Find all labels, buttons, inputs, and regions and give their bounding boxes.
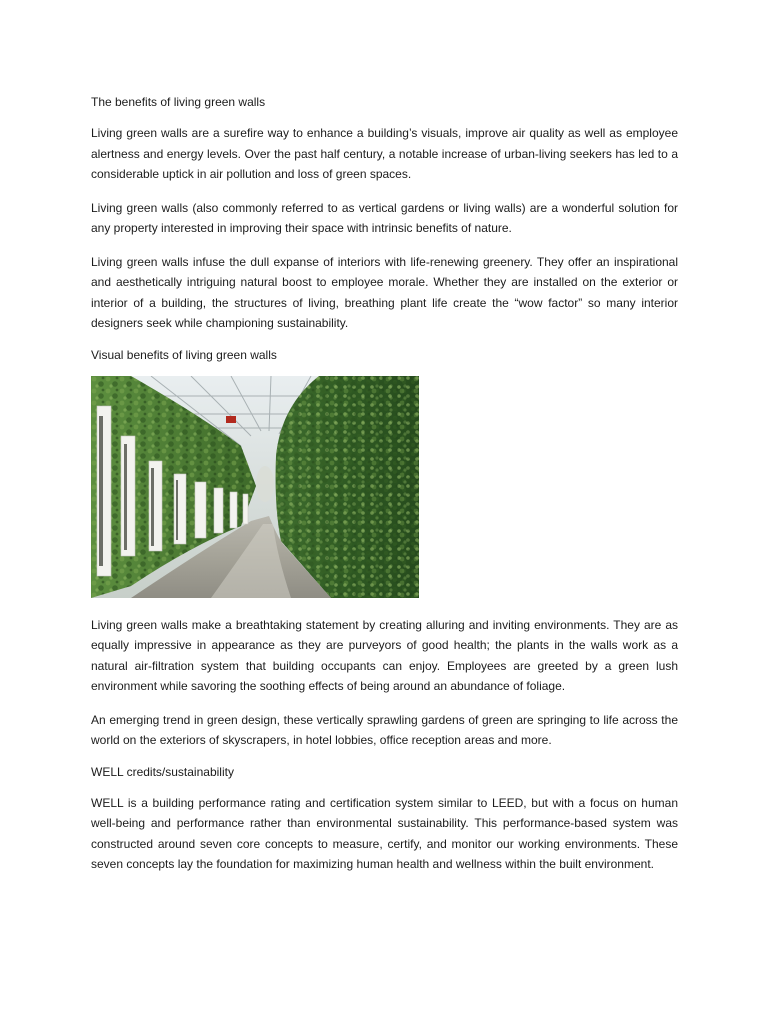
green-wall-corridor-photo (91, 376, 419, 598)
visual-paragraph-2: An emerging trend in green design, these vertically sprawling gardens of green are springing to life across the world on the exteriors of skyscrapers, in hotel lobbies, office reception areas and more. (91, 712, 678, 747)
visual-paragraph-1: Living green walls make a breathtaking statement by creating alluring and inviting environments. They are as equally impressive in appearance as they are purveyors of good health; the plants in the walls work as a natural air-filtration system that building occupants can enjoy. Employees are greeted by a green lush environment while savoring the soothing effects of being around an abundance of foliage. (91, 617, 678, 693)
intro-paragraph-3: Living green walls infuse the dull expanse of interiors with life-renewing greenery. They offer an inspirational and aesthetically intriguing natural boost to employee morale. Whether they are installed on the exterior or interior of a building, the structures of living, breathing plant life create the “wow factor” so many interior designers seek while championing sustainability. (91, 254, 678, 330)
document-title: The benefits of living green walls (91, 95, 266, 109)
well-paragraph-1: WELL is a building performance rating and certification system similar to LEED, but with a focus on human well-being and performance rather than environmental sustainability. This performance-based system was constructed around seven core concepts to measure, certify, and monitor our working environments. These seven concepts lay the foundation for maximizing human health and wellness within the built environment. (91, 795, 678, 871)
intro-paragraph-1: Living green walls are a surefire way to enhance a building’s visuals, improve air quality as well as employee alertness and energy levels. Over the past half century, a notable increase of urban-living seekers has led to a considerable uptick in air pollution and loss of green spaces. (91, 126, 678, 181)
document-page (91, 94, 678, 888)
well-heading: WELL credits/sustainability (91, 764, 234, 779)
intro-paragraph-2: Living green walls (also commonly referred to as vertical gardens or living walls) are a wonderful solution for any property interested in improving their space with intrinsic benefits of nature. (91, 200, 678, 235)
visual-benefits-heading: Visual benefits of living green walls (91, 347, 277, 362)
